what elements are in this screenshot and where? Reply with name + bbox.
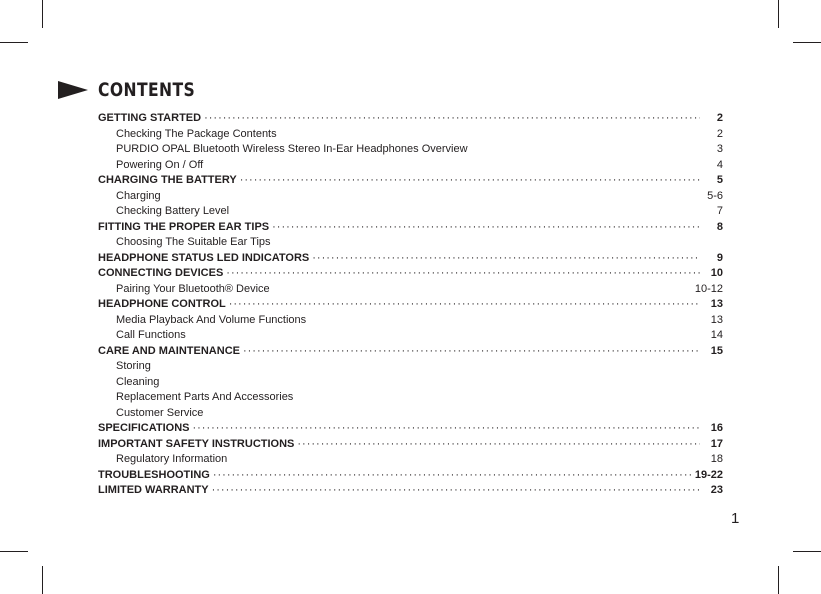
toc-entry-label: Media Playback And Volume Functions bbox=[116, 313, 307, 326]
toc-page-number: 14 bbox=[710, 329, 723, 341]
toc-page-number: 4 bbox=[716, 158, 723, 171]
toc-section-row bbox=[98, 297, 723, 313]
toc-entry-label: Powering On / Off bbox=[116, 158, 204, 171]
dot-leader bbox=[226, 266, 700, 282]
toc-entry-label: Choosing The Suitable Ear Tips bbox=[116, 236, 271, 248]
toc-section-row bbox=[98, 468, 723, 484]
toc-entry-label: HEADPHONE STATUS LED INDICATORS bbox=[98, 251, 310, 264]
dot-leader bbox=[204, 111, 700, 127]
toc-section-row bbox=[98, 111, 723, 127]
toc-entry-label: PURDIO OPAL Bluetooth Wireless Stereo In-Ear Headphones Overview bbox=[116, 143, 468, 155]
toc-section-row bbox=[98, 483, 723, 499]
toc-page-number: 10-12 bbox=[694, 282, 723, 295]
toc-section-row bbox=[98, 437, 723, 453]
toc-page-number: 13 bbox=[710, 298, 723, 310]
dot-leader bbox=[229, 297, 700, 313]
toc-page-number: 18 bbox=[710, 453, 723, 465]
toc-subsection-row bbox=[98, 282, 723, 298]
toc-entry-label: CONNECTING DEVICES bbox=[98, 267, 224, 279]
toc-page-number: 10 bbox=[710, 267, 723, 279]
toc-subsection-row bbox=[98, 406, 723, 422]
toc-entry-label: Charging bbox=[116, 189, 161, 202]
crop-mark-top-right-horizontal bbox=[793, 42, 821, 43]
toc-subsection-row bbox=[98, 142, 723, 158]
toc-entry-label: Replacement Parts And Accessories bbox=[116, 391, 294, 403]
toc-entry-label: CARE AND MAINTENANCE bbox=[98, 344, 240, 357]
toc-page-number: 2 bbox=[716, 127, 723, 140]
toc-page-number: 9 bbox=[716, 251, 723, 264]
dot-leader bbox=[240, 173, 700, 189]
page-title: CONTENTS bbox=[98, 79, 196, 101]
table-of-contents bbox=[98, 111, 723, 499]
crop-mark-top-left-vertical bbox=[42, 0, 43, 28]
crop-mark-bottom-left-horizontal bbox=[0, 551, 28, 552]
toc-subsection-row bbox=[98, 452, 723, 468]
page-number: 1 bbox=[731, 510, 740, 527]
crop-mark-bottom-left-vertical bbox=[42, 566, 43, 594]
dot-leader bbox=[192, 421, 700, 437]
toc-entry-label: Checking The Package Contents bbox=[116, 127, 277, 140]
triangle-arrow-icon bbox=[58, 81, 88, 99]
crop-mark-bottom-right-horizontal bbox=[793, 551, 821, 552]
toc-subsection-row bbox=[98, 390, 723, 406]
toc-page-number: 13 bbox=[710, 313, 723, 326]
dot-leader bbox=[312, 251, 700, 267]
toc-page-number: 5-6 bbox=[707, 189, 723, 202]
toc-page-number: 8 bbox=[716, 220, 723, 233]
dot-leader bbox=[272, 220, 700, 236]
toc-entry-label: LIMITED WARRANTY bbox=[98, 484, 209, 496]
toc-page-number: 16 bbox=[710, 422, 723, 434]
toc-entry-label: HEADPHONE CONTROL bbox=[98, 298, 226, 310]
toc-section-row bbox=[98, 344, 723, 360]
toc-page-number: 3 bbox=[716, 143, 723, 155]
toc-entry-label: GETTING STARTED bbox=[98, 112, 202, 124]
toc-subsection-row bbox=[98, 313, 723, 329]
toc-subsection-row bbox=[98, 375, 723, 391]
toc-subsection-row bbox=[98, 328, 723, 344]
crop-mark-bottom-right-vertical bbox=[778, 566, 779, 594]
toc-entry-label: IMPORTANT SAFETY INSTRUCTIONS bbox=[98, 437, 295, 450]
toc-entry-label: Customer Service bbox=[116, 406, 204, 419]
toc-entry-label: SPECIFICATIONS bbox=[98, 422, 190, 434]
toc-subsection-row bbox=[98, 127, 723, 143]
toc-subsection-row bbox=[98, 158, 723, 174]
toc-page-number: 15 bbox=[710, 344, 723, 357]
toc-entry-label: FITTING THE PROPER EAR TIPS bbox=[98, 220, 270, 233]
toc-page-number: 5 bbox=[716, 174, 723, 186]
toc-section-row bbox=[98, 251, 723, 267]
dot-leader bbox=[212, 483, 700, 499]
toc-page-number: 19-22 bbox=[694, 468, 723, 481]
toc-page-number: 7 bbox=[716, 205, 723, 217]
toc-entry-label: Regulatory Information bbox=[116, 453, 228, 465]
toc-section-row bbox=[98, 421, 723, 437]
dot-leader bbox=[297, 437, 700, 453]
dot-leader bbox=[213, 468, 692, 484]
crop-mark-top-right-vertical bbox=[778, 0, 779, 28]
toc-page-number: 17 bbox=[710, 437, 723, 450]
contents-heading bbox=[58, 78, 216, 102]
toc-section-row bbox=[98, 173, 723, 189]
toc-page-number: 23 bbox=[710, 484, 723, 496]
toc-subsection-row bbox=[98, 189, 723, 205]
toc-subsection-row bbox=[98, 235, 723, 251]
toc-entry-label: Checking Battery Level bbox=[116, 205, 230, 217]
toc-subsection-row bbox=[98, 359, 723, 375]
toc-section-row bbox=[98, 266, 723, 282]
toc-page-number: 2 bbox=[716, 112, 723, 124]
toc-subsection-row bbox=[98, 204, 723, 220]
toc-entry-label: Call Functions bbox=[116, 329, 186, 341]
toc-entry-label: Storing bbox=[116, 360, 151, 372]
crop-mark-top-left-horizontal bbox=[0, 42, 28, 43]
toc-entry-label: CHARGING THE BATTERY bbox=[98, 174, 237, 186]
toc-entry-label: Cleaning bbox=[116, 375, 160, 388]
toc-entry-label: TROUBLESHOOTING bbox=[98, 468, 210, 481]
toc-section-row bbox=[98, 220, 723, 236]
dot-leader bbox=[243, 344, 700, 360]
toc-entry-label: Pairing Your Bluetooth® Device bbox=[116, 282, 270, 295]
